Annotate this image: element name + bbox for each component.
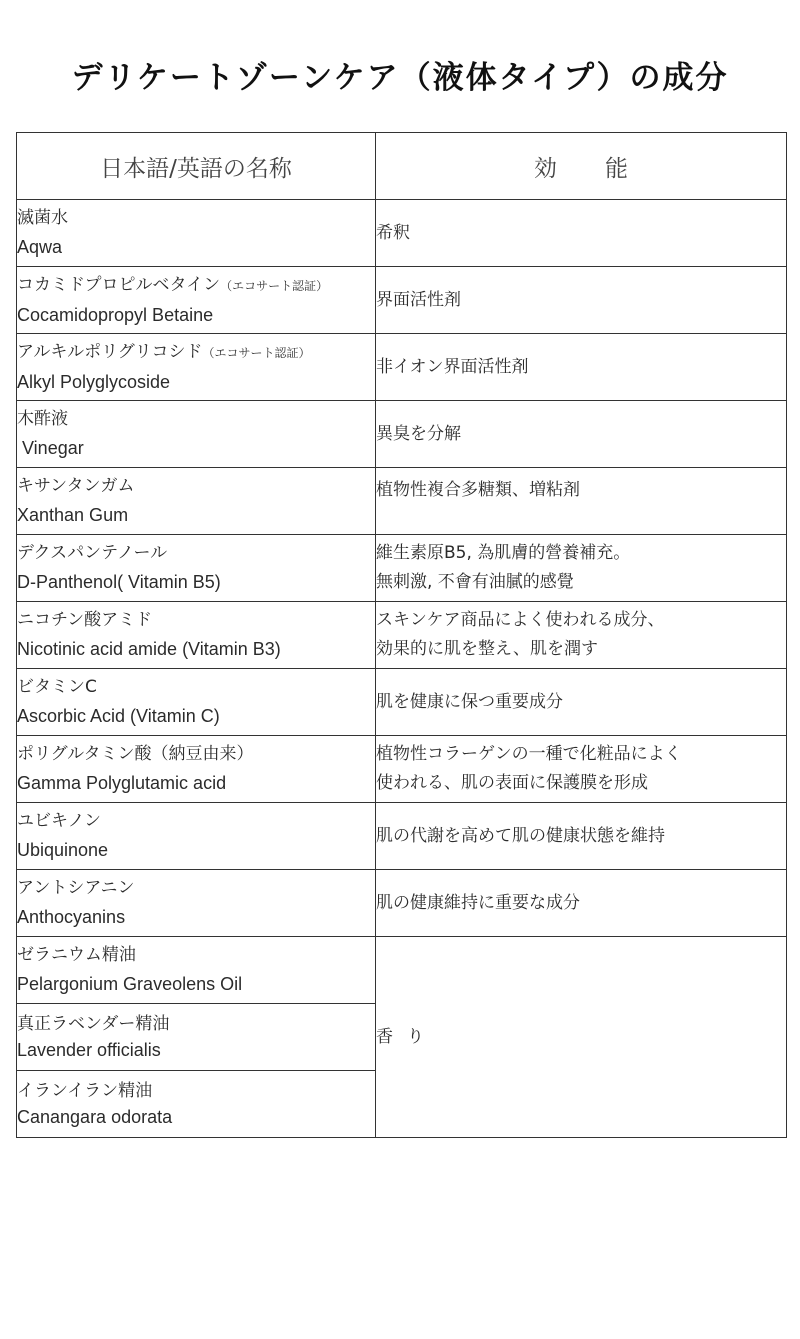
certification-note: （エコサート認証） bbox=[202, 345, 311, 360]
ingredient-name-en: Ascorbic Acid (Vitamin C) bbox=[17, 706, 220, 726]
table-row bbox=[17, 535, 787, 602]
ingredient-effect-text: 植物性複合多糖類、増粘剤 bbox=[376, 480, 580, 500]
ingredient-name-en: Gamma Polyglutamic acid bbox=[17, 773, 227, 793]
ingredient-name-jp: アントシアニン bbox=[17, 878, 135, 898]
ingredient-name-en: D-Panthenol( Vitamin B5) bbox=[17, 572, 221, 592]
ingredient-effect-text: 肌の代謝を高めて肌の健康状態を維持 bbox=[376, 825, 665, 846]
ingredient-effect-cell bbox=[376, 669, 787, 736]
ingredient-effect-cell bbox=[376, 468, 787, 535]
table-row bbox=[17, 334, 787, 401]
ingredient-effect-text: 肌の健康維持に重要な成分 bbox=[376, 892, 580, 913]
table-row bbox=[17, 267, 787, 334]
ingredient-effect-cell bbox=[376, 870, 787, 937]
ingredient-effect-text: 肌を健康に保つ重要成分 bbox=[376, 691, 563, 712]
ingredient-effect-cell bbox=[376, 334, 787, 401]
ingredient-name-jp bbox=[17, 338, 375, 368]
ingredient-name-cell bbox=[17, 870, 376, 937]
ingredient-name-jp: 木酢液 bbox=[17, 409, 68, 429]
page-title: デリケートゾーンケア（液体タイプ）の成分 bbox=[71, 60, 729, 96]
ingredient-name-en: Vinegar bbox=[17, 438, 84, 458]
ingredient-name-jp: イランイラン精油 bbox=[17, 1081, 153, 1101]
ingredient-name-cell bbox=[17, 334, 376, 401]
ingredient-name-jp: キサンタンガム bbox=[17, 476, 135, 496]
ingredient-effect-text: 希釈 bbox=[376, 222, 410, 243]
ingredient-name-jp: ビタミンC bbox=[17, 677, 97, 697]
table-row bbox=[17, 870, 787, 937]
ingredient-name-cell bbox=[17, 937, 376, 1004]
table-row bbox=[17, 937, 787, 1004]
ingredient-name-en: Alkyl Polyglycoside bbox=[17, 371, 171, 392]
table-row bbox=[17, 602, 787, 669]
ingredient-name-cell bbox=[17, 401, 376, 468]
ingredient-name-en: Pelargonium Graveolens Oil bbox=[17, 974, 243, 994]
ingredient-name-en: Ubiquinone bbox=[17, 840, 109, 860]
table-row bbox=[17, 200, 787, 267]
ingredient-name-en: Aqwa bbox=[17, 237, 63, 257]
table-row bbox=[17, 468, 787, 535]
ingredient-effect-cell bbox=[376, 401, 787, 468]
table-row bbox=[17, 736, 787, 803]
ingredient-effect-cell bbox=[376, 200, 787, 267]
ingredient-name-jp: デクスパンテノール bbox=[17, 543, 168, 563]
ingredient-effect-cell bbox=[376, 602, 787, 669]
ingredient-effect-text: 維生素原B5, 為肌膚的營養補充。 bbox=[376, 543, 631, 563]
ingredient-name-cell bbox=[17, 1004, 376, 1071]
ingredient-name-cell bbox=[17, 468, 376, 535]
ingredient-effect-text: 無刺激, 不會有油膩的感覺 bbox=[376, 572, 574, 592]
column-header-name: 日本語/英語の名称 bbox=[17, 133, 376, 200]
ingredient-effect-text: 香り bbox=[376, 1026, 438, 1047]
ingredients-table bbox=[16, 132, 787, 1138]
ingredient-name-jp: ゼラニウム精油 bbox=[17, 945, 136, 965]
ingredient-name-en: Nicotinic acid amide (Vitamin B3) bbox=[17, 639, 281, 659]
ingredient-effect-text: 界面活性剤 bbox=[376, 289, 461, 310]
ingredient-name-jp-text: コカミドプロピルベタイン bbox=[17, 274, 221, 295]
ingredient-effect-text: 非イオン界面活性剤 bbox=[376, 356, 529, 377]
ingredient-effect-cell bbox=[376, 535, 787, 602]
ingredient-name-en: Canangara odorata bbox=[17, 1107, 173, 1127]
ingredient-effect-cell bbox=[376, 267, 787, 334]
ingredient-name-jp: 真正ラベンダー精油 bbox=[17, 1014, 170, 1034]
ingredient-name-cell bbox=[17, 267, 376, 334]
ingredient-name-en: Xanthan Gum bbox=[17, 505, 129, 525]
ingredient-name-cell bbox=[17, 535, 376, 602]
table-row bbox=[17, 803, 787, 870]
ingredient-name-cell bbox=[17, 1071, 376, 1138]
ingredient-effect-text: 使われる、肌の表面に保護膜を形成 bbox=[376, 773, 648, 793]
ingredient-name-en: Cocamidopropyl Betaine bbox=[17, 304, 214, 325]
ingredient-name-jp-text: アルキルポリグリコシド bbox=[17, 341, 203, 362]
ingredient-name-jp: ユビキノン bbox=[17, 811, 101, 831]
ingredient-name-en: Anthocyanins bbox=[17, 907, 126, 927]
ingredient-effect-cell-merged bbox=[376, 937, 787, 1138]
column-header-effect: 効能 bbox=[376, 133, 787, 200]
ingredient-effect-text: 効果的に肌を整え、肌を潤す bbox=[376, 639, 599, 659]
table-row bbox=[17, 401, 787, 468]
ingredient-name-cell bbox=[17, 736, 376, 803]
ingredient-effect-text: 異臭を分解 bbox=[376, 423, 461, 444]
ingredient-name-cell bbox=[17, 803, 376, 870]
ingredient-name-jp: 滅菌水 bbox=[17, 208, 68, 228]
ingredient-name-cell bbox=[17, 602, 376, 669]
ingredient-name-cell bbox=[17, 200, 376, 267]
ingredient-name-jp bbox=[17, 271, 375, 301]
ingredient-name-en: Lavender officialis bbox=[17, 1040, 161, 1060]
ingredient-effect-text: 植物性コラーゲンの一種で化粧品によく bbox=[376, 744, 682, 764]
ingredient-name-jp: ニコチン酸アミド bbox=[17, 610, 153, 630]
ingredient-effect-text: スキンケア商品によく使われる成分、 bbox=[376, 610, 665, 630]
ingredient-name-jp: ポリグルタミン酸（納豆由来） bbox=[17, 744, 254, 764]
table-row bbox=[17, 669, 787, 736]
ingredient-name-cell bbox=[17, 669, 376, 736]
certification-note: （エコサート認証） bbox=[220, 278, 329, 293]
ingredient-effect-cell bbox=[376, 736, 787, 803]
ingredient-effect-cell bbox=[376, 803, 787, 870]
